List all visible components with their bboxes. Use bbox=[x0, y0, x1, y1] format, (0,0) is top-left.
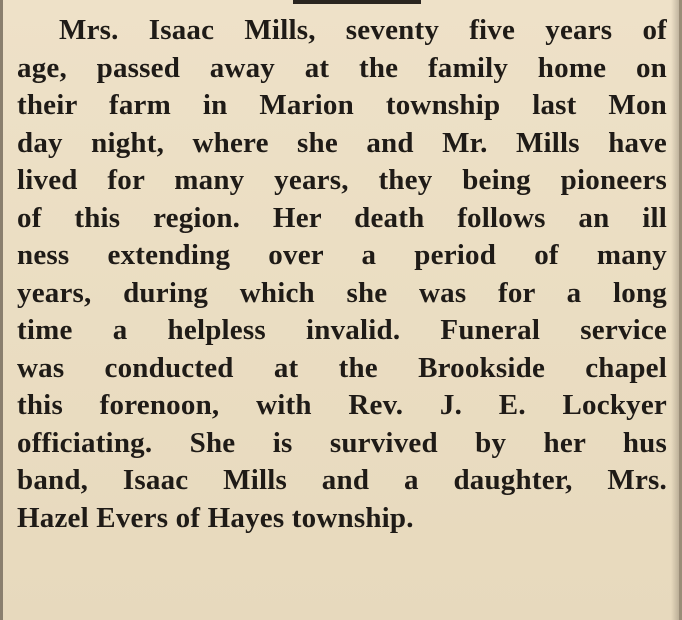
column-rule bbox=[293, 0, 421, 4]
article-line-11: this forenoon, with Rev. J. E. Lockyer bbox=[17, 389, 667, 421]
article-line-13: band, Isaac Mills and a daughter, Mrs. bbox=[17, 464, 667, 496]
obituary-article bbox=[17, 12, 667, 537]
article-line-7: ness extending over a period of many bbox=[17, 239, 667, 271]
article-line-9: time a helpless invalid. Funeral service bbox=[17, 314, 667, 346]
article-line-12: officiating. She is survived by her hus bbox=[17, 426, 667, 459]
article-line-2: age, passed away at the family home on bbox=[17, 51, 667, 84]
article-line-10: was conducted at the Brookside chapel bbox=[17, 351, 667, 384]
article-line-5: lived for many years, they being pioneers bbox=[17, 164, 667, 196]
article-line-8: years, during which she was for a long bbox=[17, 276, 667, 309]
article-line-1: Mrs. Isaac Mills, seventy five years of bbox=[59, 14, 667, 46]
paper-edge-shadow bbox=[671, 0, 679, 620]
article-line-4: day night, where she and Mr. Mills have bbox=[17, 126, 667, 159]
article-line-3: their farm in Marion township last Mon bbox=[17, 89, 667, 121]
article-line-14: Hazel Evers of Hayes township. bbox=[17, 501, 414, 534]
article-line-6: of this region. Her death follows an ill bbox=[17, 201, 667, 234]
